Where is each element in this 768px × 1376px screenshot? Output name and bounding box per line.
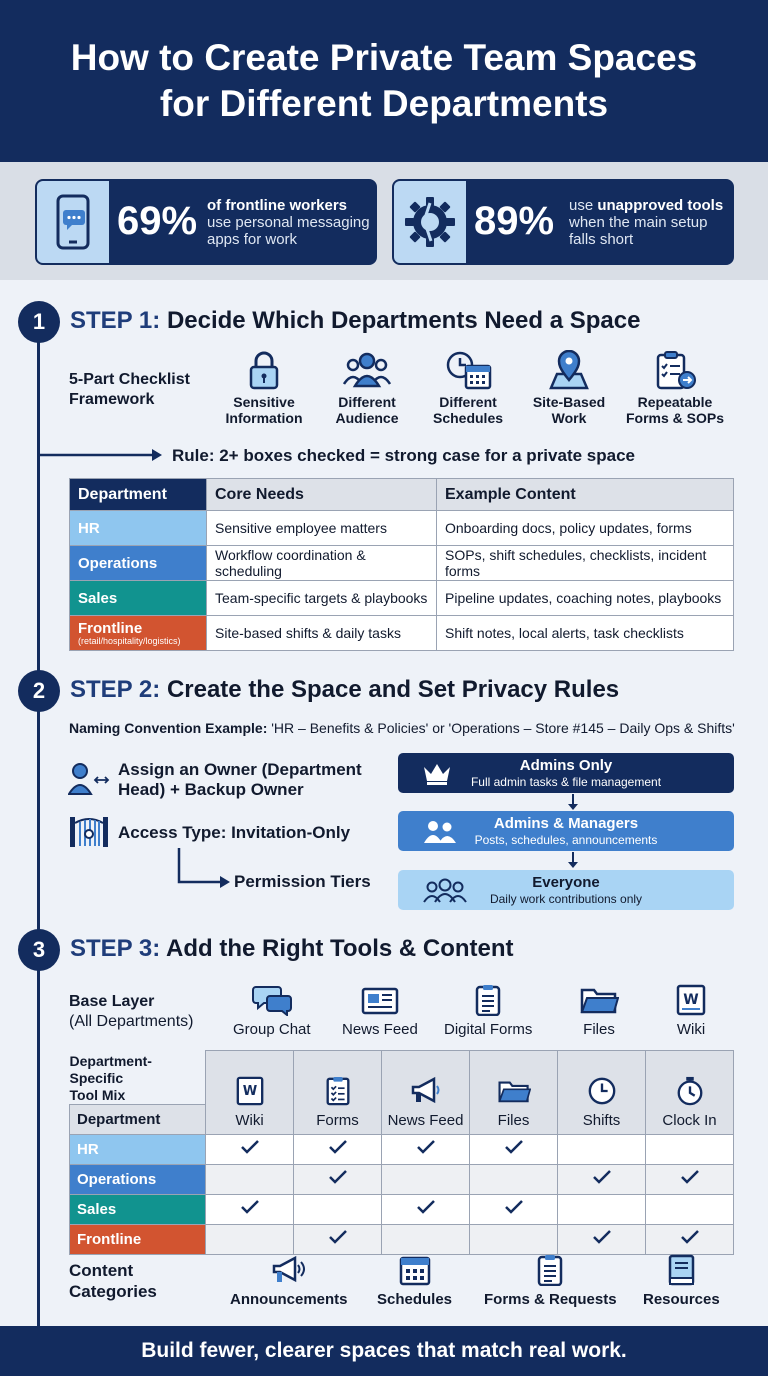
clock-icon <box>587 1076 617 1106</box>
tier-everyone: Everyone Daily work contributions only <box>398 870 734 910</box>
tool-header-wiki: W Wiki <box>206 1051 294 1135</box>
matrix-row <box>70 1134 734 1164</box>
empty-cell <box>470 1224 558 1254</box>
stopwatch-icon <box>675 1076 705 1106</box>
wiki-doc-icon <box>675 984 707 1016</box>
broken-gear-icon <box>394 181 466 263</box>
check-mark-icon <box>646 1164 734 1194</box>
header-core-needs: Core Needs <box>207 479 437 511</box>
chat-bubbles-icon <box>252 984 292 1016</box>
check-mark-icon <box>470 1194 558 1224</box>
dept-cell-frontline: Frontline (retail/hospitality/logistics) <box>70 616 207 651</box>
check-mark-icon <box>206 1134 294 1164</box>
page-title: How to Create Private Team Spaces for Different Departments <box>70 37 698 124</box>
base-tool-files: Files <box>579 984 619 1038</box>
needs-cell: Site-based shifts & daily tasks <box>207 616 437 651</box>
empty-cell <box>382 1164 470 1194</box>
stat-value: 89% <box>474 199 555 243</box>
table-row <box>70 511 734 546</box>
tool-header-files: Files <box>470 1051 558 1135</box>
needs-cell: Workflow coordination & scheduling <box>207 546 437 581</box>
crown-icon <box>422 761 452 785</box>
empty-cell <box>206 1164 294 1194</box>
phone-chat-icon <box>37 181 109 263</box>
header-banner <box>0 0 768 162</box>
base-tool-news-feed: News Feed <box>342 984 418 1038</box>
empty-cell <box>206 1224 294 1254</box>
tier-admins-only: Admins Only Full admin tasks & file management <box>398 753 734 793</box>
check-mark-icon <box>646 1224 734 1254</box>
rule-text: Rule: 2+ boxes checked = strong case for a private space <box>172 446 635 465</box>
check-mark-icon <box>558 1164 646 1194</box>
needs-cell: Team-specific targets & playbooks <box>207 581 437 616</box>
clock-calendar-icon <box>444 350 492 390</box>
category-schedules: Schedules <box>377 1254 452 1308</box>
empty-cell <box>558 1134 646 1164</box>
step-2-title: STEP 2: Create the Space and Set Privacy Rules <box>70 676 620 703</box>
table-row <box>70 616 734 651</box>
tier-admins-managers: Admins & Managers Posts, schedules, announcements <box>398 811 734 851</box>
check-mark-icon <box>294 1164 382 1194</box>
step-1-title: STEP 1: Decide Which Departments Need a Space <box>70 307 641 334</box>
matrix-row <box>70 1194 734 1224</box>
stat-value: 69% <box>117 199 198 243</box>
step-3-title: STEP 3: Add the Right Tools & Content <box>70 935 514 962</box>
check-mark-icon <box>382 1194 470 1224</box>
checklist-repeatable-forms: Repeatable Forms & SOPs <box>625 350 725 426</box>
empty-cell <box>646 1194 734 1224</box>
tool-mix-matrix <box>69 1050 734 1255</box>
check-mark-icon <box>294 1134 382 1164</box>
people-icon <box>341 350 393 390</box>
folder-icon <box>497 1076 531 1106</box>
book-icon <box>664 1254 698 1286</box>
tool-header-clock-in: Clock In <box>646 1051 734 1135</box>
timeline-line <box>37 322 40 1332</box>
check-mark-icon <box>558 1224 646 1254</box>
clipboard-icon <box>653 350 697 390</box>
matrix-row <box>70 1224 734 1254</box>
category-announcements: Announcements <box>230 1254 348 1308</box>
checklist-different-audience: Different Audience <box>317 350 417 426</box>
check-mark-icon <box>294 1224 382 1254</box>
checklist-different-schedules: Different Schedules <box>418 350 518 426</box>
folder-icon <box>579 984 619 1016</box>
empty-cell <box>558 1194 646 1224</box>
header-department: Department <box>70 479 207 511</box>
stat-description: of frontline workers use personal messaging apps for work <box>207 197 370 248</box>
megaphone-icon <box>269 1254 309 1286</box>
matrix-dept-cell: Operations <box>70 1164 206 1194</box>
step-3-badge: 3 <box>18 929 60 971</box>
category-resources: Resources <box>643 1254 720 1308</box>
owner-swap-icon <box>68 762 110 796</box>
table-row <box>70 581 734 616</box>
stat-card-messaging <box>35 179 377 265</box>
check-mark-icon <box>382 1134 470 1164</box>
dept-cell-hr: HR <box>70 511 207 546</box>
empty-cell <box>470 1164 558 1194</box>
matrix-header-department: Department <box>70 1104 206 1134</box>
lock-icon <box>246 350 282 390</box>
content-cell: SOPs, shift schedules, checklists, incident forms <box>437 546 734 581</box>
matrix-icon-row <box>70 1051 734 1105</box>
base-tool-wiki: W Wiki <box>675 984 707 1038</box>
checklist-sensitive-information: Sensitive Information <box>214 350 314 426</box>
matrix-body <box>70 1134 734 1254</box>
two-people-icon <box>422 819 458 845</box>
megaphone-icon <box>410 1076 442 1106</box>
access-type-text: Access Type: Invitation-Only <box>118 823 351 842</box>
matrix-dept-cell: Sales <box>70 1194 206 1224</box>
form-clipboard-icon <box>468 984 508 1016</box>
rule-arrow-icon <box>38 446 168 466</box>
group-people-icon <box>422 878 468 904</box>
table-row <box>70 546 734 581</box>
calendar-icon <box>398 1254 432 1286</box>
dept-cell-operations: Operations <box>70 546 207 581</box>
form-clipboard-icon <box>533 1254 567 1286</box>
tool-mix-label: Department-Specific Tool Mix <box>69 1052 152 1103</box>
header-example-content: Example Content <box>437 479 734 511</box>
permission-tiers-label: Permission Tiers <box>234 872 371 891</box>
empty-cell <box>294 1194 382 1224</box>
base-tool-digital-forms: Digital Forms <box>444 984 532 1038</box>
category-forms-requests: Forms & Requests <box>484 1254 617 1308</box>
step-2-badge: 2 <box>18 670 60 712</box>
svg-text:W: W <box>242 1083 257 1099</box>
tool-header-forms: Forms <box>294 1051 382 1135</box>
matrix-row <box>70 1164 734 1194</box>
base-tool-group-chat: Group Chat <box>233 984 311 1038</box>
checklist-site-based-work: Site-Based Work <box>519 350 619 426</box>
empty-cell <box>646 1134 734 1164</box>
svg-text:W: W <box>683 992 699 1008</box>
naming-convention: Naming Convention Example: 'HR – Benefits & Policies' or 'Operations – Store #145 – Daily Ops & Shifts' <box>69 720 735 736</box>
department-needs-table <box>69 478 734 651</box>
wiki-doc-icon <box>235 1076 265 1106</box>
newspaper-icon <box>360 984 400 1016</box>
content-cell: Pipeline updates, coaching notes, playbooks <box>437 581 734 616</box>
empty-cell <box>382 1224 470 1254</box>
map-pin-icon <box>547 350 591 390</box>
content-cell: Shift notes, local alerts, task checklists <box>437 616 734 651</box>
tier-arrow-icon <box>566 794 580 812</box>
step-1-badge: 1 <box>18 301 60 343</box>
content-categories-label: Content Categories <box>69 1261 157 1301</box>
checklist-framework-label: 5-Part Checklist Framework <box>69 371 190 408</box>
stat-description: use unapproved tools when the main setup falls short <box>569 197 724 248</box>
check-mark-icon <box>206 1194 294 1224</box>
matrix-dept-cell: Frontline <box>70 1224 206 1254</box>
dept-cell-sales: Sales <box>70 581 207 616</box>
content-cell: Onboarding docs, policy updates, forms <box>437 511 734 546</box>
tier-arrow-icon <box>566 852 580 870</box>
needs-cell: Sensitive employee matters <box>207 511 437 546</box>
tool-header-news-feed: News Feed <box>382 1051 470 1135</box>
base-layer-label: Base Layer (All Departments) <box>69 993 194 1030</box>
stat-card-unapproved-tools <box>392 179 734 265</box>
check-mark-icon <box>470 1134 558 1164</box>
tool-header-shifts: Shifts <box>558 1051 646 1135</box>
gate-icon <box>68 813 110 849</box>
assign-owner-text: Assign an Owner (Department Head) + Backup Owner <box>118 760 362 799</box>
footer-banner: Build fewer, clearer spaces that match real work. <box>0 1326 768 1376</box>
matrix-dept-cell: HR <box>70 1134 206 1164</box>
table-header-row <box>70 479 734 511</box>
stats-band <box>0 162 768 280</box>
permission-arrow-icon <box>176 848 236 890</box>
checklist-icon <box>323 1076 353 1106</box>
